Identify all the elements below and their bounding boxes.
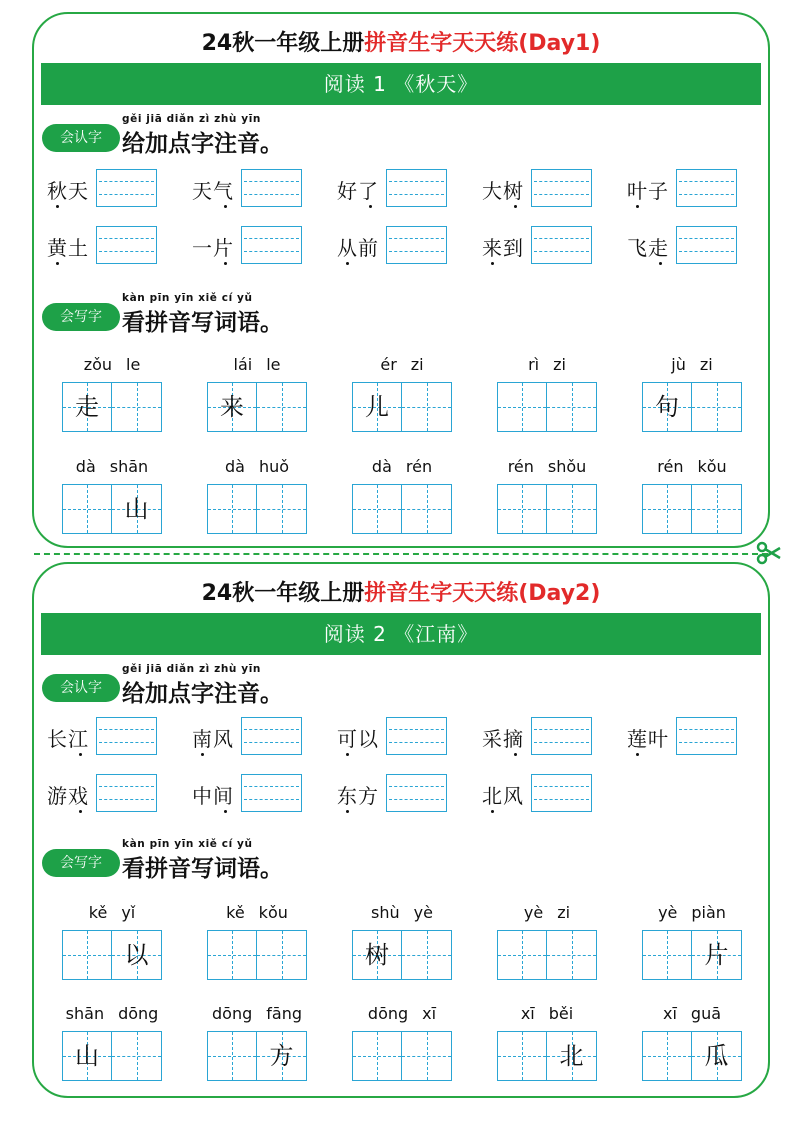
pinyin-syllable: rì [528, 355, 540, 374]
write-instruction [122, 838, 283, 883]
worksheet-day2 [32, 562, 770, 1098]
tianzige-grid[interactable] [352, 930, 452, 980]
write-tag: 会写字 [42, 303, 120, 331]
given-character [498, 485, 546, 533]
pinyin-answer-box[interactable] [531, 717, 592, 755]
pinyin-syllable: xī [662, 1004, 677, 1023]
given-character [402, 1032, 451, 1080]
pinyin-syllable: rén [405, 457, 433, 476]
word-item [192, 774, 342, 814]
tianzige-grid[interactable] [62, 484, 162, 534]
character-square[interactable] [497, 484, 547, 534]
pinyin-syllable: yè [413, 903, 433, 922]
pinyin-label [52, 903, 172, 925]
word-text: 黄土 [47, 236, 89, 260]
emphasis-dot [491, 262, 494, 265]
lesson-banner: 阅读 1 《秋天》 [41, 63, 761, 105]
word-text: 长江 [47, 727, 89, 751]
tianzige-grid[interactable] [62, 382, 162, 432]
title-suffix: 拼音生字天天练(Day2) [364, 581, 601, 606]
tianzige-grid[interactable] [62, 1031, 162, 1081]
word-text: 来到 [482, 236, 524, 260]
pinyin-label [342, 903, 462, 925]
emphasis-dot [346, 753, 349, 756]
character-square[interactable] [207, 930, 257, 980]
recognize-tag: 会认字 [42, 124, 120, 152]
pinyin-syllable: dōng [367, 1004, 409, 1023]
sheet-title [34, 576, 768, 606]
pinyin-syllable: dōng [118, 1004, 159, 1023]
pinyin-label [632, 1004, 752, 1026]
instruction-pinyin: kàn pīn yīn xiě cí yǔ [122, 292, 253, 304]
character-square[interactable] [547, 484, 597, 534]
given-character [63, 931, 111, 979]
character-square[interactable] [402, 484, 452, 534]
word-text: 叶子 [627, 179, 669, 203]
tianzige-grid[interactable] [207, 484, 307, 534]
recognize-instruction [122, 663, 283, 708]
given-character [257, 383, 306, 431]
tianzige-grid[interactable] [62, 930, 162, 980]
word-text: 大树 [482, 179, 524, 203]
given-character [402, 931, 451, 979]
word-text: 从前 [337, 236, 379, 260]
emphasis-dot [224, 810, 227, 813]
pinyin-label [342, 1004, 462, 1026]
tianzige-grid[interactable] [642, 484, 742, 534]
title-prefix: 24秋一年级上册 [201, 31, 365, 56]
pinyin-label [197, 457, 317, 479]
word-item [47, 226, 197, 266]
word-item [627, 717, 777, 757]
given-character [257, 485, 306, 533]
pinyin-answer-box[interactable] [386, 169, 447, 207]
character-square[interactable] [497, 930, 547, 980]
given-character [402, 383, 451, 431]
pinyin-syllable: jù [671, 355, 686, 374]
word-text: 东方 [337, 784, 379, 808]
pinyin-answer-box[interactable] [96, 717, 157, 755]
instruction-text: 给加点字注音。 [122, 131, 283, 157]
given-character: 树 [365, 941, 389, 969]
pinyin-answer-box[interactable] [241, 226, 302, 264]
pinyin-syllable: ér [380, 355, 397, 374]
word-item [47, 169, 197, 209]
character-square[interactable] [257, 1031, 307, 1081]
instruction-text: 给加点字注音。 [122, 681, 283, 707]
given-character [547, 931, 596, 979]
given-character [643, 485, 691, 533]
pinyin-syllable: kě [226, 903, 245, 922]
character-square[interactable] [62, 1031, 112, 1081]
instruction-pinyin: gěi jiā diǎn zì zhù yīn [122, 663, 261, 675]
word-text: 中间 [192, 784, 234, 808]
word-item [337, 774, 487, 814]
given-character: 方 [269, 1042, 294, 1070]
pinyin-answer-box[interactable] [676, 226, 737, 264]
character-square[interactable] [207, 382, 257, 432]
character-square[interactable] [352, 930, 402, 980]
pinyin-syllable: kǒu [697, 457, 727, 476]
tianzige-grid[interactable] [642, 382, 742, 432]
given-character: 儿 [365, 393, 389, 421]
given-character: 片 [704, 941, 729, 969]
pinyin-syllable: běi [548, 1004, 574, 1023]
given-character: 走 [75, 393, 99, 421]
given-character: 瓜 [704, 1042, 729, 1070]
character-square[interactable] [547, 1031, 597, 1081]
emphasis-dot [346, 262, 349, 265]
title-prefix: 24秋一年级上册 [201, 581, 365, 606]
character-square[interactable] [642, 484, 692, 534]
tianzige-grid[interactable] [497, 1031, 597, 1081]
pinyin-syllable: dà [371, 457, 392, 476]
character-square[interactable] [62, 930, 112, 980]
given-character [208, 485, 256, 533]
character-square[interactable] [497, 382, 547, 432]
pinyin-answer-box[interactable] [241, 774, 302, 812]
pinyin-label [52, 1004, 172, 1026]
pinyin-label [487, 903, 607, 925]
title-suffix: 拼音生字天天练(Day1) [364, 31, 601, 56]
given-character [112, 383, 161, 431]
character-square[interactable] [402, 930, 452, 980]
emphasis-dot [56, 262, 59, 265]
emphasis-dot [224, 205, 227, 208]
character-square[interactable] [112, 382, 162, 432]
pinyin-syllable: shǒu [547, 457, 587, 476]
pinyin-answer-box[interactable] [241, 169, 302, 207]
given-character [63, 485, 111, 533]
pinyin-label [487, 355, 607, 377]
emphasis-dot [56, 205, 59, 208]
pinyin-syllable: guā [690, 1004, 722, 1023]
given-character: 句 [655, 393, 679, 421]
pinyin-label [632, 903, 752, 925]
pinyin-label [487, 457, 607, 479]
pinyin-syllable: rén [507, 457, 534, 476]
worksheet-day1 [32, 12, 770, 548]
sheet-title [34, 26, 768, 56]
character-square[interactable] [62, 382, 112, 432]
word-item [192, 717, 342, 757]
pinyin-label [632, 355, 752, 377]
given-character: 以 [124, 941, 149, 969]
pinyin-answer-box[interactable] [676, 717, 737, 755]
lesson-banner: 阅读 2 《江南》 [41, 613, 761, 655]
word-item [482, 169, 632, 209]
pinyin-syllable: zi [553, 355, 566, 374]
given-character [692, 383, 741, 431]
tianzige-grid[interactable] [207, 1031, 307, 1081]
pinyin-syllable: rén [657, 457, 684, 476]
write-instruction [122, 292, 283, 337]
pinyin-syllable: xī [422, 1004, 437, 1023]
character-square[interactable] [352, 484, 402, 534]
pinyin-syllable: dōng [212, 1004, 253, 1023]
pinyin-label [632, 457, 752, 479]
emphasis-dot [491, 810, 494, 813]
pinyin-label [52, 355, 172, 377]
character-square[interactable] [692, 1031, 742, 1081]
character-square[interactable] [547, 930, 597, 980]
pinyin-label [52, 457, 172, 479]
word-text: 秋天 [47, 179, 89, 203]
pinyin-answer-box[interactable] [386, 717, 447, 755]
pinyin-syllable: xī [520, 1004, 535, 1023]
tianzige-grid[interactable] [497, 930, 597, 980]
character-square[interactable] [257, 382, 307, 432]
pinyin-syllable: piàn [691, 903, 726, 922]
given-character [208, 931, 256, 979]
given-character [402, 485, 451, 533]
pinyin-label [342, 457, 462, 479]
instruction-pinyin: gěi jiā diǎn zì zhù yīn [122, 113, 261, 125]
given-character: 北 [559, 1042, 584, 1070]
pinyin-syllable: kě [88, 903, 108, 922]
pinyin-syllable: lái [233, 355, 253, 374]
pinyin-syllable: shù [371, 903, 400, 922]
emphasis-dot [514, 753, 517, 756]
given-character [353, 485, 401, 533]
given-character [498, 931, 546, 979]
emphasis-dot [224, 262, 227, 265]
instruction-text: 看拼音写词语。 [122, 310, 283, 336]
pinyin-syllable: yǐ [121, 903, 136, 922]
pinyin-answer-box[interactable] [241, 717, 302, 755]
character-square[interactable] [112, 484, 162, 534]
recognize-instruction [122, 113, 283, 158]
pinyin-syllable: kǒu [258, 903, 288, 922]
word-text: 游戏 [47, 784, 89, 808]
pinyin-answer-box[interactable] [96, 774, 157, 812]
pinyin-label [197, 355, 317, 377]
character-square[interactable] [257, 484, 307, 534]
write-tag: 会写字 [42, 849, 120, 877]
pinyin-syllable: dà [75, 457, 96, 476]
emphasis-dot [369, 205, 372, 208]
character-square[interactable] [642, 930, 692, 980]
character-square[interactable] [112, 930, 162, 980]
given-character [643, 931, 691, 979]
pinyin-syllable: yè [523, 903, 544, 922]
emphasis-dot [636, 205, 639, 208]
word-text: 一片 [192, 236, 234, 260]
word-item [192, 226, 342, 266]
given-character [498, 383, 546, 431]
cut-line [34, 553, 768, 555]
tianzige-grid[interactable] [497, 484, 597, 534]
tianzige-grid[interactable] [352, 382, 452, 432]
pinyin-answer-box[interactable] [96, 169, 157, 207]
given-character [353, 1032, 401, 1080]
recognize-tag: 会认字 [42, 674, 120, 702]
word-item [627, 169, 777, 209]
word-item [337, 717, 487, 757]
character-square[interactable] [692, 930, 742, 980]
pinyin-answer-box[interactable] [386, 774, 447, 812]
emphasis-dot [659, 262, 662, 265]
character-square[interactable] [352, 382, 402, 432]
pinyin-syllable: fāng [266, 1004, 302, 1023]
instruction-pinyin: kàn pīn yīn xiě cí yǔ [122, 838, 253, 850]
pinyin-syllable: huǒ [258, 457, 290, 476]
word-text: 采摘 [482, 727, 524, 751]
pinyin-label [197, 1004, 317, 1026]
tianzige-grid[interactable] [207, 930, 307, 980]
given-character [547, 383, 596, 431]
given-character [257, 931, 306, 979]
given-character [547, 485, 596, 533]
character-square[interactable] [62, 484, 112, 534]
character-square[interactable] [352, 1031, 402, 1081]
tianzige-grid[interactable] [497, 382, 597, 432]
word-item [47, 774, 197, 814]
character-square[interactable] [642, 1031, 692, 1081]
character-square[interactable] [402, 1031, 452, 1081]
pinyin-answer-box[interactable] [531, 774, 592, 812]
given-character: 山 [75, 1042, 99, 1070]
emphasis-dot [514, 205, 517, 208]
word-item [47, 717, 197, 757]
character-square[interactable] [692, 382, 742, 432]
tianzige-grid[interactable] [352, 484, 452, 534]
word-text: 好了 [337, 179, 379, 203]
given-character [643, 1032, 691, 1080]
word-item [482, 717, 632, 757]
tianzige-grid[interactable] [352, 1031, 452, 1081]
given-character [498, 1032, 546, 1080]
emphasis-dot [346, 810, 349, 813]
word-item [482, 226, 632, 266]
pinyin-syllable: zi [410, 355, 424, 374]
pinyin-syllable: shān [109, 457, 149, 476]
pinyin-syllable: dà [224, 457, 245, 476]
pinyin-answer-box[interactable] [386, 226, 447, 264]
character-square[interactable] [402, 382, 452, 432]
tianzige-grid[interactable] [207, 382, 307, 432]
tianzige-grid[interactable] [642, 930, 742, 980]
character-square[interactable] [112, 1031, 162, 1081]
word-item [627, 226, 777, 266]
word-text: 南风 [192, 727, 234, 751]
pinyin-answer-box[interactable] [531, 169, 592, 207]
pinyin-syllable: zǒu [83, 355, 113, 374]
pinyin-answer-box[interactable] [531, 226, 592, 264]
given-character: 山 [124, 495, 149, 523]
word-text: 北风 [482, 784, 524, 808]
pinyin-syllable: le [266, 355, 281, 374]
emphasis-dot [636, 753, 639, 756]
word-text: 飞走 [627, 236, 669, 260]
word-item [337, 226, 487, 266]
emphasis-dot [79, 753, 82, 756]
pinyin-syllable: shān [65, 1004, 105, 1023]
word-text: 天气 [192, 179, 234, 203]
pinyin-label [197, 903, 317, 925]
instruction-text: 看拼音写词语。 [122, 856, 283, 882]
scissors-icon [756, 541, 782, 565]
word-text: 可以 [337, 727, 379, 751]
given-character [692, 485, 741, 533]
character-square[interactable] [692, 484, 742, 534]
word-text: 莲叶 [627, 727, 669, 751]
given-character [112, 1032, 161, 1080]
character-square[interactable] [257, 930, 307, 980]
emphasis-dot [201, 753, 204, 756]
character-square[interactable] [207, 484, 257, 534]
character-square[interactable] [547, 382, 597, 432]
character-square[interactable] [207, 1031, 257, 1081]
pinyin-label [342, 355, 462, 377]
given-character: 来 [220, 393, 244, 421]
emphasis-dot [79, 810, 82, 813]
word-item [482, 774, 632, 814]
pinyin-answer-box[interactable] [96, 226, 157, 264]
tianzige-grid[interactable] [642, 1031, 742, 1081]
given-character [208, 1032, 256, 1080]
word-item [337, 169, 487, 209]
character-square[interactable] [497, 1031, 547, 1081]
pinyin-answer-box[interactable] [676, 169, 737, 207]
word-item [192, 169, 342, 209]
pinyin-syllable: le [126, 355, 141, 374]
pinyin-syllable: zi [699, 355, 713, 374]
character-square[interactable] [642, 382, 692, 432]
pinyin-syllable: zi [557, 903, 571, 922]
pinyin-label [487, 1004, 607, 1026]
pinyin-syllable: yè [658, 903, 678, 922]
